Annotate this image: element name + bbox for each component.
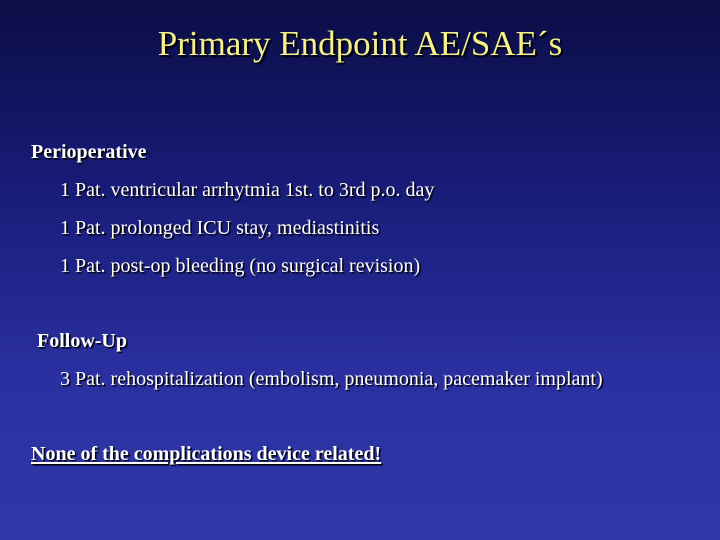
perioperative-heading: Perioperative [31, 141, 147, 163]
perioperative-item: 1 Pat. post-op bleeding (no surgical revision) [60, 255, 421, 277]
follow-up-heading: Follow-Up [37, 330, 127, 352]
conclusion-statement: None of the complications device related! [31, 443, 382, 465]
slide-title: Primary Endpoint AE/SAE´s [157, 24, 563, 63]
perioperative-item: 1 Pat. prolonged ICU stay, mediastinitis [60, 217, 380, 239]
perioperative-item: 1 Pat. ventricular arrhytmia 1st. to 3rd p.o. day [60, 179, 435, 201]
follow-up-item: 3 Pat. rehospitalization (embolism, pneumonia, pacemaker implant) [60, 368, 603, 390]
